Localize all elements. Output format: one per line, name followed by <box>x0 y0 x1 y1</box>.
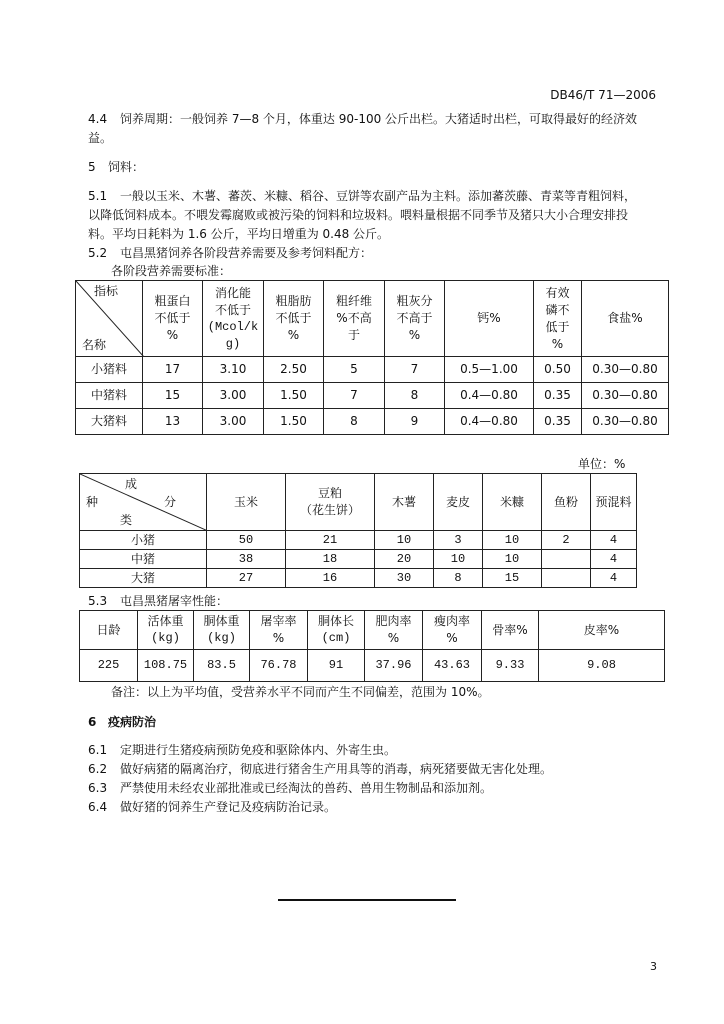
section-5-1-line2: 以降低饲料成本。不喂发霉腐败或被污染的饲料和垃圾料。喂料量根据不同季节及猪只大小合理安排投 <box>88 208 629 222</box>
table-cell: 8 <box>385 383 445 409</box>
slaughter-header-carcassweight <box>194 611 250 650</box>
table-cell: 18 <box>286 550 375 569</box>
table-cell: 3.00 <box>203 383 264 409</box>
header-line: % <box>166 328 179 342</box>
header-line: % <box>287 328 300 342</box>
row-name: 小猪料 <box>76 357 143 383</box>
header-line: 麦皮 <box>445 494 470 509</box>
formula-corner-cell <box>80 474 207 531</box>
formula-header-fishmeal <box>542 474 591 531</box>
slaughter-table <box>79 610 665 682</box>
header-line: 胴体重 <box>203 614 240 628</box>
table-cell: 27 <box>207 569 286 588</box>
header-line: (Mcol/k <box>207 319 259 334</box>
table-cell <box>542 550 591 569</box>
section-5-number: 5 <box>88 160 96 174</box>
slaughter-header-dressing <box>250 611 308 650</box>
section-6-title: 疫病防治 <box>108 715 157 729</box>
section-6-2-text: 做好病猪的隔离治疗，彻底进行猪舍生产用具等的消毒，病死猪要做无害化处理。 <box>120 762 553 776</box>
diagonal-line-icon <box>80 474 208 531</box>
section-6-3-text: 严禁使用未经农业部批准或已经淘汰的兽药、兽用生物制品和添加剂。 <box>120 781 493 795</box>
formula-corner-b: 分 <box>164 495 177 509</box>
table-cell: 21 <box>286 531 375 550</box>
unit-label: 单位：% <box>578 457 626 471</box>
section-6-number: 6 <box>88 715 97 729</box>
header-line: 磷不 <box>545 302 570 317</box>
row-name: 大猪料 <box>76 409 143 435</box>
header-line: 骨率% <box>492 622 528 637</box>
table-cell: 17 <box>143 357 203 383</box>
table-row <box>80 531 637 550</box>
table-cell: 0.35 <box>534 383 582 409</box>
header-line: 食盐% <box>607 311 643 325</box>
header-line: 预混料 <box>595 494 632 509</box>
section-4-4-line1: 饲养周期：一般饲养 7—8 个月，体重达 90-100 公斤出栏。大猪适时出栏，可取得最好的经济效 <box>120 112 638 126</box>
slaughter-header-age <box>80 611 138 650</box>
table-cell: 50 <box>207 531 286 550</box>
nutrition-corner-cell <box>76 281 143 357</box>
section-6-2-number: 6.2 <box>88 762 108 776</box>
table-row <box>80 650 665 682</box>
nutrition-header-calcium <box>445 281 534 357</box>
section-4-4-line2: 益。 <box>88 131 113 145</box>
slaughter-header-length <box>308 611 365 650</box>
header-line: % <box>272 631 285 645</box>
nutrition-header-phosphorus <box>534 281 582 357</box>
nutrition-header-fat <box>264 281 324 357</box>
table-cell: 1.50 <box>264 383 324 409</box>
table-cell: 2 <box>542 531 591 550</box>
table-cell: 3 <box>434 531 483 550</box>
table-cell: 10 <box>483 550 542 569</box>
header-line: %不高 <box>336 311 372 325</box>
section-6-1-number: 6.1 <box>88 743 108 757</box>
nutrition-header-fiber <box>324 281 385 357</box>
table-cell: 15 <box>143 383 203 409</box>
formula-header-ricebran <box>483 474 542 531</box>
table-cell: 0.30—0.80 <box>582 383 669 409</box>
header-line: (kg) <box>207 631 236 645</box>
slaughter-header-skin <box>539 611 665 650</box>
table-cell: 3.00 <box>203 409 264 435</box>
header-line: 粗蛋白 <box>154 294 191 308</box>
table-cell: 2.50 <box>264 357 324 383</box>
table-cell: 4 <box>591 569 637 588</box>
header-line: 肥肉率 <box>375 614 412 628</box>
header-line: % <box>446 631 458 645</box>
header-line: 不低于 <box>214 302 251 317</box>
table-cell: 37.96 <box>365 650 423 682</box>
section-5-2-text: 屯昌黑猪饲养各阶段营养需要及参考饲料配方： <box>120 246 373 260</box>
header-line: 米糠 <box>499 494 524 509</box>
table-cell: 10 <box>375 531 434 550</box>
header-line: 日龄 <box>96 622 121 637</box>
end-rule <box>278 899 456 901</box>
table-cell: 38 <box>207 550 286 569</box>
header-line: 皮率% <box>583 622 620 637</box>
header-line: 有效 <box>545 285 570 300</box>
header-line: % <box>387 631 400 645</box>
slaughter-header-lean <box>423 611 482 650</box>
nutrition-corner-bottom: 名称 <box>82 338 107 352</box>
table-cell: 0.4—0.80 <box>445 409 534 435</box>
table-row <box>76 409 669 435</box>
section-6-4-number: 6.4 <box>88 800 108 814</box>
page-number: 3 <box>650 960 657 973</box>
formula-corner-c: 种 <box>86 495 99 509</box>
table-cell: 1.50 <box>264 409 324 435</box>
header-line: 低于 <box>545 319 570 334</box>
section-5-2-number: 5.2 <box>88 246 108 260</box>
header-line: 屠宰率 <box>260 614 297 628</box>
header-line: （花生饼） <box>299 503 360 517</box>
section-5-title: 饲料： <box>108 160 145 174</box>
header-line: % <box>551 336 564 351</box>
row-name: 小猪 <box>80 531 207 550</box>
table-cell: 5 <box>324 357 385 383</box>
formula-header-premix <box>591 474 637 531</box>
table-cell: 225 <box>80 650 138 682</box>
row-name: 大猪 <box>80 569 207 588</box>
table-row <box>80 550 637 569</box>
table-cell: 16 <box>286 569 375 588</box>
header-line: 胴体长 <box>317 614 354 628</box>
nutrition-header-protein <box>143 281 203 357</box>
table-cell: 9.33 <box>482 650 539 682</box>
table-cell: 76.78 <box>250 650 308 682</box>
section-5-3-text: 屯昌黑猪屠宰性能： <box>120 594 229 608</box>
table-cell: 4 <box>591 531 637 550</box>
formula-header-cassava <box>375 474 434 531</box>
section-6-1-text: 定期进行生猪疫病预防免疫和驱除体内、外寄生虫。 <box>120 743 397 757</box>
standard-code: DB46/T 71—2006 <box>550 88 656 102</box>
row-name: 中猪 <box>80 550 207 569</box>
table-cell: 0.30—0.80 <box>582 357 669 383</box>
table-cell: 9.08 <box>539 650 665 682</box>
nutrition-header-energy <box>203 281 264 357</box>
section-5-3-number: 5.3 <box>88 594 108 608</box>
formula-header-corn <box>207 474 286 531</box>
header-line: 不高于 <box>396 311 433 325</box>
header-line: 于 <box>347 328 360 342</box>
header-line: 不低于 <box>154 311 191 325</box>
section-4-4-number: 4.4 <box>88 112 108 126</box>
header-line: 活体重 <box>147 614 184 628</box>
header-line: 钙% <box>477 311 501 325</box>
nutrition-table <box>75 280 669 435</box>
header-line: 玉米 <box>233 494 258 509</box>
table-cell: 30 <box>375 569 434 588</box>
formula-table <box>79 473 637 588</box>
section-5-2-subtitle: 各阶段营养需要标准： <box>111 264 232 278</box>
table-cell: 83.5 <box>194 650 250 682</box>
nutrition-header-salt <box>582 281 669 357</box>
header-line: 粗纤维 <box>335 294 372 308</box>
table-cell: 8 <box>324 409 385 435</box>
header-line: 豆粕 <box>317 486 342 500</box>
table-row <box>76 357 669 383</box>
table-row <box>76 383 669 409</box>
section-5-1-line3: 料。平均日耗料为 1.6 公斤，平均日增重为 0.48 公斤。 <box>88 227 390 241</box>
table-cell: 108.75 <box>138 650 194 682</box>
formula-corner-a: 成 <box>125 477 138 491</box>
header-line: (cm) <box>321 631 351 645</box>
table-cell: 43.63 <box>423 650 482 682</box>
section-6-3-number: 6.3 <box>88 781 108 795</box>
table-cell <box>542 569 591 588</box>
table-cell: 9 <box>385 409 445 435</box>
header-line: % <box>408 328 421 342</box>
table-cell: 0.50 <box>534 357 582 383</box>
table-cell: 10 <box>483 531 542 550</box>
slaughter-header-liveweight <box>138 611 194 650</box>
table-cell: 20 <box>375 550 434 569</box>
formula-header-bran <box>434 474 483 531</box>
table-cell: 7 <box>324 383 385 409</box>
slaughter-header-fat <box>365 611 423 650</box>
section-6-4-text: 做好猪的饲养生产登记及疫病防治记录。 <box>120 800 337 814</box>
header-line: g) <box>225 336 241 351</box>
header-line: 瘦肉率 <box>433 614 470 628</box>
header-line: 不低于 <box>275 311 312 325</box>
section-5-1-line1: 一般以玉米、木薯、蕃茨、米糠、稻谷、豆饼等农副产品为主料。添加蕃茨藤、青菜等青粗饲料， <box>120 189 637 203</box>
header-line: (kg) <box>151 631 180 645</box>
table-cell: 10 <box>434 550 483 569</box>
table-cell: 0.4—0.80 <box>445 383 534 409</box>
table-cell: 4 <box>591 550 637 569</box>
table-cell: 0.35 <box>534 409 582 435</box>
table-cell: 8 <box>434 569 483 588</box>
nutrition-corner-top: 指标 <box>93 284 118 298</box>
table-cell: 0.5—1.00 <box>445 357 534 383</box>
table-row <box>80 569 637 588</box>
header-line: 消化能 <box>214 285 251 300</box>
slaughter-header-bone <box>482 611 539 650</box>
nutrition-header-ash <box>385 281 445 357</box>
header-line: 木薯 <box>391 494 416 509</box>
formula-header-soybean <box>286 474 375 531</box>
table-cell: 15 <box>483 569 542 588</box>
table-cell: 3.10 <box>203 357 264 383</box>
row-name: 中猪料 <box>76 383 143 409</box>
section-5-1-number: 5.1 <box>88 189 108 203</box>
note-text: 备注：以上为平均值，受营养水平不同而产生不同偏差，范围为 10%。 <box>111 685 490 699</box>
table-cell: 0.30—0.80 <box>582 409 669 435</box>
formula-corner-d: 类 <box>120 513 133 527</box>
header-line: 粗脂肪 <box>275 294 312 308</box>
table-cell: 7 <box>385 357 445 383</box>
header-line: 鱼粉 <box>553 494 578 509</box>
header-line: 粗灰分 <box>396 294 433 308</box>
table-cell: 13 <box>143 409 203 435</box>
table-cell: 91 <box>308 650 365 682</box>
